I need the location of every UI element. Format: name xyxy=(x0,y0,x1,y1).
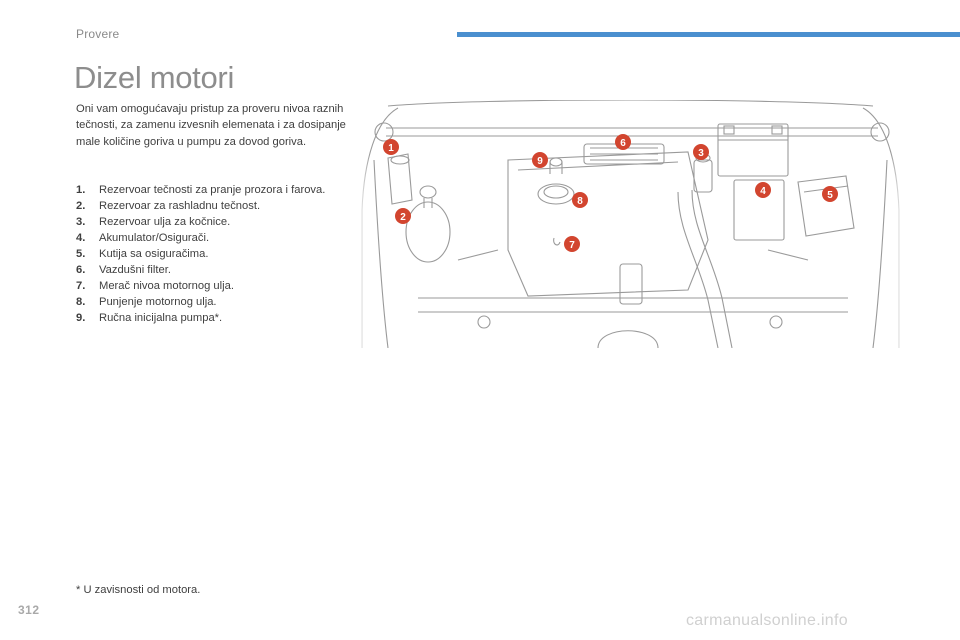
item-label: Rezervoar za rashladnu tečnost. xyxy=(99,200,261,212)
svg-text:6: 6 xyxy=(620,138,626,149)
svg-text:2: 2 xyxy=(400,212,406,223)
item-number: 2. xyxy=(76,200,86,212)
parts-list xyxy=(76,182,346,326)
list-item xyxy=(76,294,346,310)
svg-text:7: 7 xyxy=(569,240,575,251)
marker-4 xyxy=(755,182,771,198)
list-item xyxy=(76,198,346,214)
item-label: Rezervoar ulja za kočnice. xyxy=(99,216,231,228)
footnote: * U zavisnosti od motora. xyxy=(76,584,201,596)
marker-9 xyxy=(532,152,548,168)
svg-text:4: 4 xyxy=(760,186,766,197)
svg-text:8: 8 xyxy=(577,196,583,207)
list-item xyxy=(76,230,346,246)
list-item xyxy=(76,262,346,278)
marker-3 xyxy=(693,144,709,160)
marker-6 xyxy=(615,134,631,150)
list-item xyxy=(76,246,346,262)
item-label: Rezervoar tečnosti za pranje prozora i farova. xyxy=(99,184,326,196)
marker-8 xyxy=(572,192,588,208)
item-label: Merač nivoa motornog ulja. xyxy=(99,280,234,292)
item-number: 1. xyxy=(76,184,86,196)
list-item xyxy=(76,278,346,294)
page-number: 312 xyxy=(18,603,40,617)
item-label: Akumulator/Osigurači. xyxy=(99,232,210,244)
intro-paragraph: Oni vam omogućavaju pristup za proveru nivoa raznih tečnosti, za zamenu izvesnih elemenata i za dosipanje male količine goriva u pumpu za dovod goriva. xyxy=(76,103,346,148)
svg-text:1: 1 xyxy=(388,143,394,154)
marker-7 xyxy=(564,236,580,252)
watermark: carmanualsonline.info xyxy=(686,612,848,629)
item-label: Punjenje motornog ulja. xyxy=(99,296,217,308)
item-label: Ručna inicijalna pumpa*. xyxy=(99,312,223,324)
marker-2 xyxy=(395,208,411,224)
item-label: Vazdušni filter. xyxy=(99,264,171,276)
list-item xyxy=(76,310,346,326)
item-number: 5. xyxy=(76,248,86,260)
section-label: Provere xyxy=(76,27,120,41)
item-number: 9. xyxy=(76,312,86,324)
marker-5 xyxy=(822,186,838,202)
item-number: 4. xyxy=(76,232,86,244)
svg-text:9: 9 xyxy=(537,156,543,167)
item-number: 3. xyxy=(76,216,86,228)
item-label: Kutija sa osiguračima. xyxy=(99,248,209,260)
svg-text:3: 3 xyxy=(698,148,704,159)
list-item xyxy=(76,214,346,230)
item-number: 6. xyxy=(76,264,86,276)
marker-1 xyxy=(383,139,399,155)
item-number: 7. xyxy=(76,280,86,292)
engine-bay-diagram xyxy=(358,100,903,348)
svg-text:5: 5 xyxy=(827,190,833,201)
list-item xyxy=(76,182,346,198)
page-title: Dizel motori xyxy=(74,60,235,95)
item-number: 8. xyxy=(76,296,86,308)
header-accent-bar xyxy=(457,32,960,37)
